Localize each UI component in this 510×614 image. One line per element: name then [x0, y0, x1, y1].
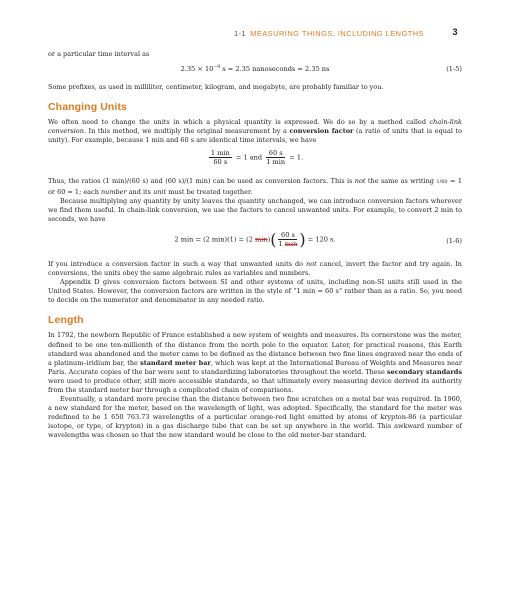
fraction-denominator: 1 min — [266, 158, 286, 167]
paren-close-icon: ) — [299, 229, 306, 249]
page-number: 3 — [452, 27, 458, 37]
page-body — [48, 50, 462, 441]
fraction-s-over-min — [266, 149, 285, 166]
term-conversion-factor: conversion factor — [289, 127, 354, 136]
text-span: and its — [126, 187, 154, 196]
equation-1-6 — [48, 228, 462, 256]
fraction-denominator: 60 s — [213, 158, 228, 167]
text-span: must be treated together. — [166, 187, 253, 196]
fraction-numerator: 60 s — [266, 149, 285, 158]
eq-mantissa: 2.35 × 10 — [180, 65, 214, 74]
fraction-min-over-s — [209, 149, 232, 166]
inline-fraction: 1/60 — [436, 179, 448, 186]
text-span: the same as writing — [365, 177, 437, 186]
text-span: If you introduce a conversion factor in such a way that unwanted units do — [48, 259, 307, 268]
equation-tag: (1-5) — [446, 65, 462, 74]
fraction-denominator — [278, 240, 297, 248]
cancelled-unit: min — [255, 235, 268, 244]
heading-changing-units: Changing Units — [48, 101, 127, 114]
term-standard-meter-bar: standard meter bar — [140, 358, 211, 367]
term-secondary-standards: secondary standards — [386, 367, 462, 376]
text-span: cancel, invert the factor and try again. In conversions, the units obey the same algebraic rules as variables and numbers. — [48, 259, 462, 278]
text-span: (a ratio of units that is equal to unity). For example, because 1 min and 60 s are identical time intervals, we have — [48, 127, 463, 145]
section-number: 1-1 — [233, 29, 247, 38]
fraction-numerator: 60 s — [278, 231, 297, 240]
length-p1 — [48, 331, 462, 395]
cancelled-unit: min — [284, 239, 298, 248]
eq-exponent: −9 — [213, 65, 221, 71]
prefixes-paragraph: Some prefixes, as used in milliliter, centimeter, kilogram, and megabyte, are probably familiar to you. — [48, 83, 384, 92]
intro-lead: or a particular time interval as — [48, 50, 150, 58]
fraction-conversion — [278, 231, 297, 248]
term-chain-link: chain-link conversion — [48, 118, 462, 136]
eq-and: = 1 and — [235, 153, 263, 162]
changing-units-p5: Appendix D gives conversion factors between SI and other systems of units, including non-SI units still used in the United States. However, the conversion factors are written in the style of “1 min = 60 s” rather than as a ratio. So, you need to decide on the numerator and denominator in any needed ratio. — [48, 278, 462, 305]
running-head — [0, 27, 510, 41]
changing-units-p1 — [48, 118, 462, 145]
equation-tag: (1-6) — [446, 236, 462, 245]
emphasis-number: number — [100, 187, 127, 196]
length-p2: Eventually, a standard more precise than the distance between two fine scratches on a metal bar was required. In 1960, a new standard for the meter, based on the wavelength of light, was adopted. Specifically, the standard for the meter was redefined to be 1 650 763.73 wavelengths of a particular orange-red light emitted by atoms of krypton-86 (a particular isotope, or type, of krypton) in a gas discharge tube that can be set up anywhere in the world. This awkward number of wavelengths was chosen so that the new standard would be close to the old meter-bar standard. — [48, 395, 462, 440]
section-title: MEASURING THINGS, INCLUDING LENGTHS — [250, 29, 424, 38]
text-span: = 1 or 60 = 1; each — [48, 177, 462, 196]
eq-rhs: s = 2.35 nanoseconds = 2.35 ns — [220, 65, 330, 74]
den-number: 1 — [278, 239, 285, 248]
eq-lhs: 2 min = (2 min)(1) = (2 — [174, 235, 256, 244]
paren-open-icon: ( — [270, 229, 277, 249]
emphasis-not: not — [354, 177, 366, 186]
eq-close: ) — [267, 235, 271, 244]
text-span: were used to produce other, still more accessible standards, so that ultimately every measuring device derived its authority from the standard meter bar through a complicated chain of comparisons. — [48, 376, 462, 394]
equation-ratios — [48, 149, 462, 173]
text-span: Thus, the ratios (1 min)/(60 s) and (60 s)/(1 min) can be used as conversion factors. This is — [48, 177, 355, 186]
text-span: We often need to change the units in which a physical quantity is expressed. We do so by a method called — [48, 118, 430, 127]
emphasis-unit: unit — [153, 187, 167, 196]
changing-units-p2 — [48, 177, 462, 196]
emphasis-not: not — [306, 259, 317, 268]
equation-1-5 — [48, 65, 462, 79]
text-span: , which was kept at the International Bureau of Weights and Measures near Paris. Accurate copies of the bar were sent to standardizing laboratories throughout the world. These — [48, 358, 463, 376]
fraction-numerator: 1 min — [210, 149, 230, 158]
heading-length: Length — [48, 314, 84, 327]
changing-units-p4 — [48, 260, 462, 278]
eq-end: = 1. — [289, 153, 304, 162]
text-span: . In this method, we multiply the original measurement by a — [83, 127, 290, 136]
text-span: In 1792, the newborn Republic of France established a new system of weights and measures. Its cornerstone was the meter, defined to be one ten-millionth of the distance from the north pole to the equator. Later, for practical reasons, this Earth standard was abandoned and the meter came to be defined as the distance between two fine lines engraved near the ends of a platinum–iridium bar, the — [48, 331, 462, 367]
section-header — [234, 29, 424, 38]
changing-units-p3: Because multiplying any quantity by unity leaves the quantity unchanged, we can introduce conversion factors wherever we find them useful. In chain-link conversion, we use the factors to cancel unwanted units. For example, to convert 2 min to seconds, we have — [48, 196, 462, 223]
eq-rhs: = 120 s. — [307, 235, 336, 244]
